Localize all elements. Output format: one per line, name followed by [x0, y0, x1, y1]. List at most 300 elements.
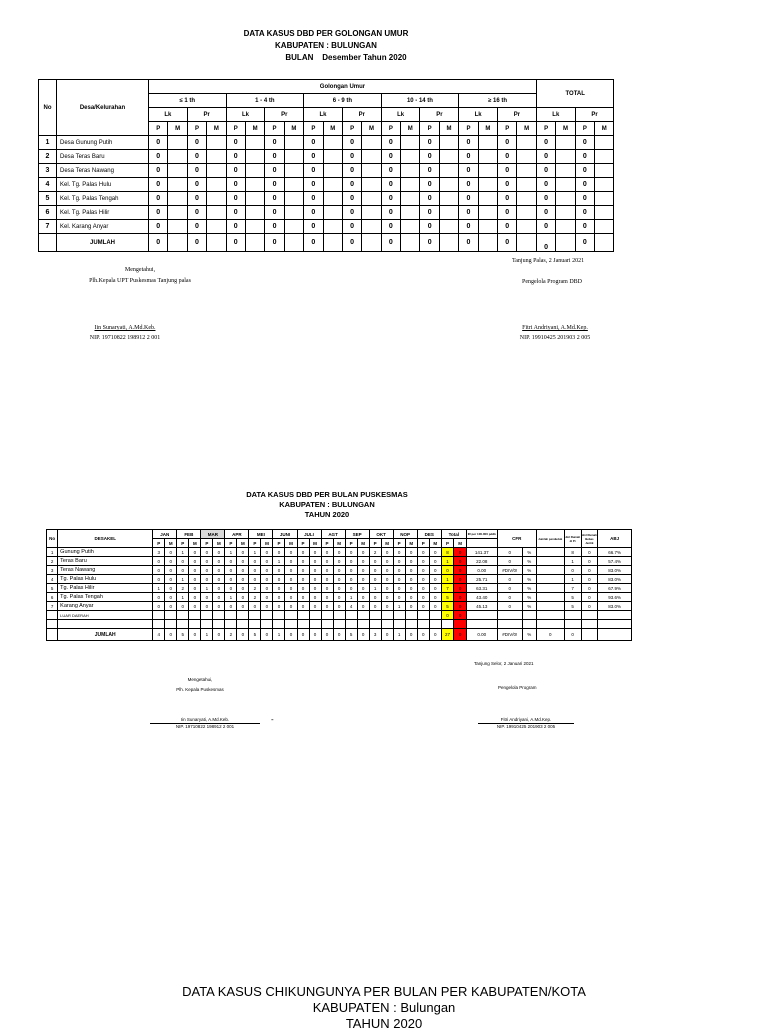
jumlah-penduduk-header: Jumlah penduduk: [536, 530, 564, 548]
total-cell: 0: [187, 234, 206, 252]
abj-cell: 83.0%: [598, 602, 632, 611]
case-cell: [439, 136, 458, 150]
table-row: [39, 192, 614, 206]
empty-cell: [417, 611, 429, 620]
month-case-cell: 0: [381, 548, 393, 557]
month-case-cell: 0: [381, 584, 393, 593]
month-case-cell: 0: [297, 593, 309, 602]
month-header: JULI: [297, 530, 321, 539]
month-case-cell: 0: [297, 584, 309, 593]
case-cell: 0: [342, 150, 361, 164]
village-name: Teras Nawang: [58, 566, 153, 575]
empty-cell: [237, 620, 249, 629]
empty-cell: [47, 620, 58, 629]
sig-name: Iin Sunaryati, A.Md.Keb.: [150, 717, 260, 724]
total-month-cell: 0: [417, 629, 429, 641]
total-p-cell: 5: [441, 593, 454, 602]
empty-cell: [564, 620, 581, 629]
month-case-cell: 0: [237, 575, 249, 584]
population-cell: [536, 593, 564, 602]
case-cell: 0: [536, 164, 555, 178]
case-cell: 0: [226, 220, 245, 234]
p-header: P: [321, 539, 333, 548]
village-name: Desa Teras Nawang: [57, 164, 149, 178]
empty-cell: [237, 611, 249, 620]
age-group-label: ≥ 16 th: [459, 94, 537, 108]
month-case-cell: 0: [213, 566, 225, 575]
month-case-cell: 0: [261, 575, 273, 584]
village-name: Kel. Tg. Palas Hulu: [57, 178, 149, 192]
month-case-cell: 0: [321, 602, 333, 611]
month-case-cell: 0: [309, 602, 321, 611]
total-month-cell: 0: [285, 629, 297, 641]
month-case-cell: 0: [237, 584, 249, 593]
empty-cell: [273, 620, 285, 629]
case-cell: [439, 192, 458, 206]
p-header: P: [381, 122, 400, 136]
m-header: M: [189, 539, 201, 548]
total-p-cell: 0: [441, 566, 454, 575]
month-case-cell: 0: [393, 557, 405, 566]
case-cell: 0: [420, 150, 439, 164]
month-case-cell: 0: [357, 575, 369, 584]
population-cell: [536, 602, 564, 611]
case-cell: 0: [420, 136, 439, 150]
total-month-cell: 5: [177, 629, 189, 641]
case-cell: [284, 150, 303, 164]
m-header: M: [207, 122, 226, 136]
report2-title-line1: DATA KASUS DBD PER BULAN PUSKESMAS: [246, 490, 408, 499]
row-number: 7: [47, 602, 58, 611]
case-cell: [362, 220, 381, 234]
month-case-cell: 0: [417, 593, 429, 602]
case-cell: 0: [459, 136, 478, 150]
table-row: [39, 150, 614, 164]
report1-title-line1: DATA KASUS DBD PER GOLONGAN UMUR: [243, 29, 409, 38]
month-case-cell: 2: [249, 584, 261, 593]
case-cell: [517, 206, 536, 220]
month-case-cell: 0: [405, 575, 417, 584]
month-case-cell: 0: [261, 584, 273, 593]
case-cell: [439, 178, 458, 192]
case-cell: [362, 206, 381, 220]
houses-cell: 0: [564, 566, 581, 575]
month-case-cell: 0: [297, 575, 309, 584]
sig-position: Plh.Kepala UPT Puskesmas Tanjung palas: [89, 278, 191, 284]
case-cell: [595, 164, 614, 178]
case-cell: 0: [304, 178, 323, 192]
case-cell: [439, 220, 458, 234]
month-case-cell: 0: [189, 575, 201, 584]
total-label: JUMLAH: [58, 629, 153, 641]
total-month-cell: 0: [297, 629, 309, 641]
total-m-cell: 0: [454, 575, 467, 584]
cfr-percent: %: [522, 557, 536, 566]
blank-row: [47, 620, 632, 629]
case-cell: 0: [265, 178, 284, 192]
empty-cell: [153, 611, 165, 620]
cfr-percent: %: [522, 593, 536, 602]
population-cell: [536, 575, 564, 584]
empty-cell: [522, 620, 536, 629]
case-cell: 0: [498, 220, 517, 234]
month-case-cell: 0: [189, 593, 201, 602]
m-header: M: [168, 122, 187, 136]
month-case-cell: 0: [429, 548, 441, 557]
empty-cell: [345, 611, 357, 620]
grand-total-m: 0: [454, 629, 467, 641]
month-case-cell: 0: [225, 575, 237, 584]
pr-header: Pr: [420, 108, 459, 122]
month-case-cell: 0: [165, 602, 177, 611]
grand-total-p: 27: [441, 629, 454, 641]
month-case-cell: 0: [333, 557, 345, 566]
abj-cell: 93.6%: [598, 593, 632, 602]
case-cell: [362, 178, 381, 192]
empty-cell: [321, 620, 333, 629]
case-cell: [439, 206, 458, 220]
case-cell: 0: [226, 164, 245, 178]
row-number: 5: [47, 584, 58, 593]
total-cell: 0: [536, 234, 555, 252]
empty-cell: [333, 611, 345, 620]
month-case-cell: 0: [405, 548, 417, 557]
month-case-cell: 0: [165, 566, 177, 575]
empty-cell: [297, 611, 309, 620]
houses-cell: 5: [564, 602, 581, 611]
lk-header: Lk: [459, 108, 498, 122]
m-header: M: [284, 122, 303, 136]
case-cell: [595, 220, 614, 234]
empty-cell: [393, 620, 405, 629]
month-case-cell: 0: [357, 557, 369, 566]
row-number: 2: [47, 557, 58, 566]
p-header: P: [201, 539, 213, 548]
case-cell: 0: [187, 136, 206, 150]
col-desa-header: DESAKEL: [58, 530, 153, 548]
month-case-cell: 0: [333, 575, 345, 584]
ir-header: IR per 100.000 pddk: [466, 530, 497, 539]
month-case-cell: 1: [369, 584, 381, 593]
empty-cell: [466, 611, 497, 620]
pr-header: Pr: [498, 108, 537, 122]
jml-rumah-bebas-header: Jml Rumah Bebas Jentik: [581, 530, 598, 548]
month-case-cell: 0: [273, 575, 285, 584]
row-number: 2: [39, 150, 57, 164]
case-cell: 0: [536, 220, 555, 234]
case-cell: [556, 164, 575, 178]
month-case-cell: 0: [429, 593, 441, 602]
table-row: [39, 136, 614, 150]
month-case-cell: 0: [393, 548, 405, 557]
month-case-cell: 0: [345, 575, 357, 584]
case-cell: 0: [342, 206, 361, 220]
pr-header: Pr: [265, 108, 304, 122]
month-case-cell: 4: [345, 602, 357, 611]
case-cell: [168, 150, 187, 164]
houses-cell: 8: [564, 548, 581, 557]
free-houses-cell: 0: [581, 566, 598, 575]
case-cell: 0: [459, 206, 478, 220]
month-case-cell: 0: [417, 584, 429, 593]
abj-cell: 67.9%: [598, 584, 632, 593]
free-houses-cell: 0: [581, 602, 598, 611]
month-case-cell: 2: [369, 548, 381, 557]
month-case-cell: 1: [225, 548, 237, 557]
case-cell: 0: [342, 136, 361, 150]
table-row: [47, 548, 632, 557]
total-row: [39, 234, 614, 252]
empty-cell: [177, 611, 189, 620]
sig-nip: NIP. 19710822 198912 2 001: [89, 335, 161, 341]
empty-cell: [405, 611, 417, 620]
case-cell: [284, 136, 303, 150]
case-cell: [168, 206, 187, 220]
month-case-cell: 0: [165, 548, 177, 557]
col-desa-header: Desa/Kelurahan: [57, 80, 149, 136]
month-case-cell: 0: [165, 557, 177, 566]
table-row: [47, 557, 632, 566]
case-cell: [207, 136, 226, 150]
month-case-cell: 0: [429, 566, 441, 575]
month-case-cell: 0: [177, 557, 189, 566]
case-cell: [284, 178, 303, 192]
case-cell: [207, 220, 226, 234]
case-cell: 0: [459, 150, 478, 164]
case-cell: [478, 220, 497, 234]
month-case-cell: 0: [285, 593, 297, 602]
village-name: Tg. Palas Hilir: [58, 584, 153, 593]
case-cell: [517, 150, 536, 164]
case-cell: 0: [381, 164, 400, 178]
m-header: M: [405, 539, 417, 548]
p-header: P: [536, 122, 555, 136]
table-row: [47, 575, 632, 584]
total-month-cell: 0: [309, 629, 321, 641]
total-houses: 0: [564, 629, 581, 641]
age-group-label: 1 - 4 th: [226, 94, 304, 108]
case-cell: 0: [420, 164, 439, 178]
total-cell: 0: [342, 234, 361, 252]
p-header: P: [459, 122, 478, 136]
case-cell: 0: [226, 178, 245, 192]
empty-cell: [273, 611, 285, 620]
month-case-cell: 0: [249, 575, 261, 584]
month-header: MAR: [201, 530, 225, 539]
total-m-cell: 0: [454, 557, 467, 566]
case-cell: [323, 150, 342, 164]
month-case-cell: 0: [153, 557, 165, 566]
case-cell: 0: [381, 192, 400, 206]
p-header: P: [226, 122, 245, 136]
total-cell: [478, 234, 497, 252]
m-header: M: [261, 539, 273, 548]
cfr-percent: %: [522, 584, 536, 593]
total-cell: [207, 234, 226, 252]
empty-cell: [58, 620, 153, 629]
cfr-cell: 0: [497, 593, 522, 602]
month-case-cell: 0: [297, 557, 309, 566]
empty-cell: [357, 611, 369, 620]
case-cell: [556, 150, 575, 164]
cfr-percent: %: [522, 548, 536, 557]
empty-cell: [189, 620, 201, 629]
case-cell: 0: [575, 206, 594, 220]
p-header: P: [369, 539, 381, 548]
case-cell: [207, 206, 226, 220]
month-case-cell: 0: [189, 584, 201, 593]
month-header: JUNI: [273, 530, 297, 539]
month-case-cell: 2: [249, 593, 261, 602]
case-cell: 0: [265, 192, 284, 206]
case-cell: [245, 150, 264, 164]
month-case-cell: 0: [429, 602, 441, 611]
empty-cell: [285, 611, 297, 620]
empty-cell: [249, 620, 261, 629]
empty-cell: [441, 620, 454, 629]
case-cell: 0: [498, 206, 517, 220]
row-number-empty: [47, 611, 58, 620]
month-case-cell: 0: [405, 602, 417, 611]
total-month-cell: 1: [273, 629, 285, 641]
case-cell: 0: [342, 178, 361, 192]
sig-name: Fitri Andriyani, A.Md.Kep.: [522, 325, 588, 331]
case-cell: [517, 136, 536, 150]
p-header: P: [304, 122, 323, 136]
age-group-label: 6 - 9 th: [304, 94, 382, 108]
month-case-cell: 0: [261, 566, 273, 575]
month-case-cell: 0: [213, 593, 225, 602]
case-cell: 0: [536, 192, 555, 206]
empty-cell: [497, 620, 522, 629]
month-case-cell: 0: [309, 548, 321, 557]
total-cell: [517, 234, 536, 252]
month-case-cell: 0: [345, 548, 357, 557]
lk-header: Lk: [536, 108, 575, 122]
month-case-cell: 0: [225, 602, 237, 611]
month-case-cell: 1: [393, 602, 405, 611]
case-cell: [478, 192, 497, 206]
month-case-cell: 0: [333, 584, 345, 593]
month-case-cell: 1: [177, 548, 189, 557]
ir-cell: 63.31: [466, 584, 497, 593]
total-month-cell: 0: [429, 629, 441, 641]
empty-cell: [201, 611, 213, 620]
total-cell: [362, 234, 381, 252]
case-cell: 0: [342, 192, 361, 206]
col-no-header: No: [47, 530, 58, 548]
month-case-cell: 0: [309, 584, 321, 593]
report3-title-line3: TAHUN 2020: [345, 1016, 423, 1031]
report2-title-line3: TAHUN 2020: [304, 510, 350, 519]
case-cell: [401, 136, 420, 150]
month-case-cell: 0: [237, 557, 249, 566]
age-group-label: ≤ 1 th: [149, 94, 227, 108]
empty-cell: [213, 620, 225, 629]
month-case-cell: 0: [273, 602, 285, 611]
month-case-cell: 0: [405, 557, 417, 566]
report1-title-line3: BULAN Desember Tahun 2020: [285, 53, 407, 62]
month-case-cell: 0: [285, 575, 297, 584]
total-cell: [168, 234, 187, 252]
total-p-cell: 1: [441, 575, 454, 584]
month-case-cell: 0: [381, 575, 393, 584]
age-group-table: [38, 79, 614, 252]
m-header: M: [165, 539, 177, 548]
month-case-cell: 0: [273, 548, 285, 557]
case-cell: [168, 178, 187, 192]
month-case-cell: 0: [393, 566, 405, 575]
p-header: P: [225, 539, 237, 548]
p-header: P: [249, 539, 261, 548]
p-header: P: [575, 122, 594, 136]
case-cell: 0: [342, 220, 361, 234]
case-cell: 0: [149, 178, 168, 192]
case-cell: 0: [187, 178, 206, 192]
month-case-cell: 0: [201, 548, 213, 557]
table-row: [47, 602, 632, 611]
case-cell: 0: [265, 136, 284, 150]
month-header: MEI: [249, 530, 273, 539]
case-cell: [284, 164, 303, 178]
case-cell: 0: [187, 150, 206, 164]
month-case-cell: 0: [417, 548, 429, 557]
case-cell: [556, 220, 575, 234]
empty-cell: [522, 611, 536, 620]
case-cell: [595, 178, 614, 192]
case-cell: [401, 220, 420, 234]
month-case-cell: 1: [345, 593, 357, 602]
p-header: P: [498, 122, 517, 136]
empty-cell: [381, 611, 393, 620]
case-cell: 0: [187, 206, 206, 220]
abj-cell: 83.0%: [598, 566, 632, 575]
case-cell: 0: [265, 150, 284, 164]
case-cell: [284, 206, 303, 220]
ir-cell: 45.13: [466, 602, 497, 611]
pr-header: Pr: [575, 108, 614, 122]
case-cell: 0: [265, 220, 284, 234]
month-case-cell: 0: [297, 602, 309, 611]
month-case-cell: 0: [333, 548, 345, 557]
empty-cell: [297, 620, 309, 629]
case-cell: [362, 192, 381, 206]
age-group-label: 10 - 14 th: [381, 94, 459, 108]
outside-region-label: LUAR DAERAH: [58, 611, 153, 620]
sig-nip: NIP. 19710822 198912 2 001: [175, 724, 235, 729]
total-cell: 0: [498, 234, 517, 252]
village-name: Kel. Tg. Palas Hilir: [57, 206, 149, 220]
month-case-cell: 0: [237, 593, 249, 602]
month-case-cell: 0: [417, 566, 429, 575]
m-header: M: [333, 539, 345, 548]
total-population: 0: [536, 629, 564, 641]
abj-cell: 57.4%: [598, 557, 632, 566]
table-row: [39, 220, 614, 234]
case-cell: [207, 150, 226, 164]
month-case-cell: 0: [237, 566, 249, 575]
m-header: M: [245, 122, 264, 136]
month-case-cell: 0: [201, 593, 213, 602]
month-case-cell: 0: [189, 602, 201, 611]
case-cell: 0: [304, 150, 323, 164]
village-name: Teras Baru: [58, 557, 153, 566]
empty-cell: [581, 611, 598, 620]
houses-cell: 1: [564, 557, 581, 566]
month-case-cell: 0: [345, 566, 357, 575]
report2-title: [217, 490, 437, 520]
month-case-cell: 1: [153, 584, 165, 593]
